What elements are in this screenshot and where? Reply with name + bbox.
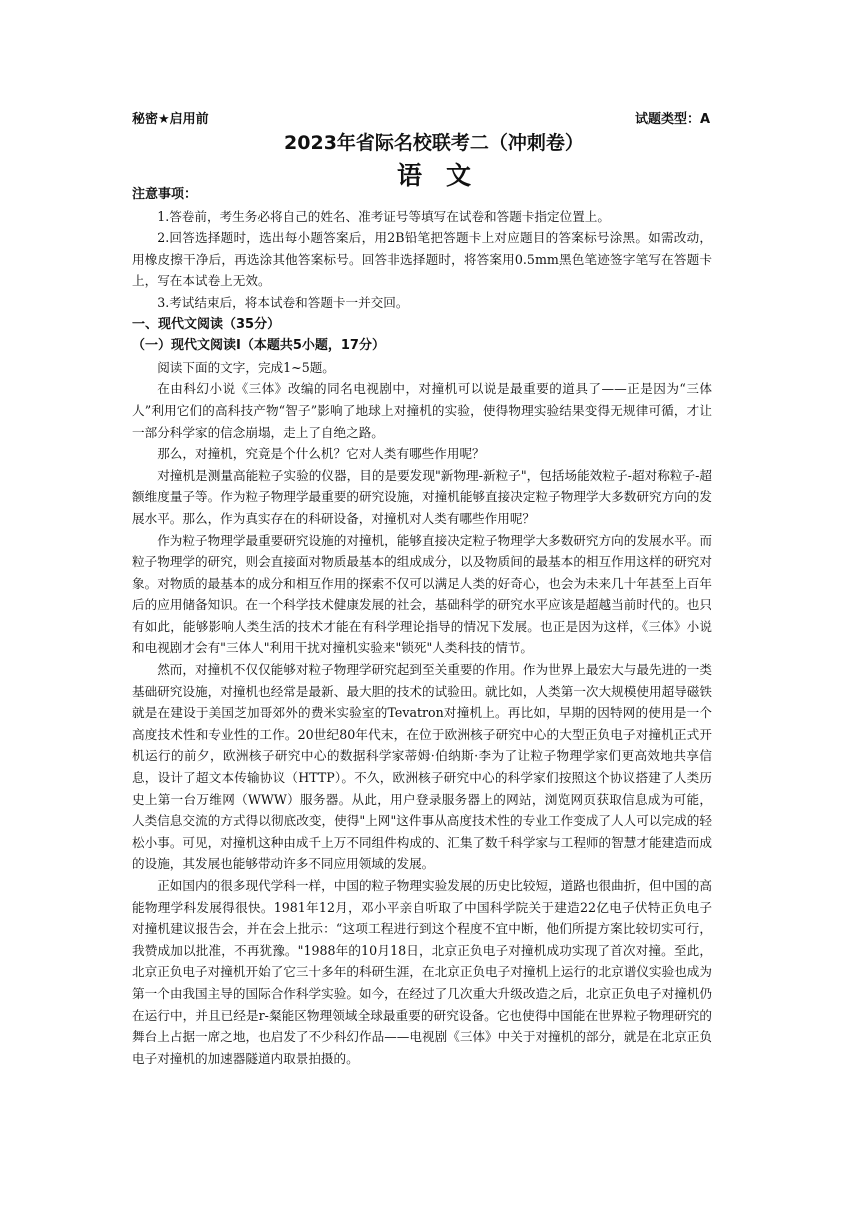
notice-item: 2.回答选择题时，选出每小题答案后，用2B铅笔把答题卡上对应题目的答案标号涂黑。如需改动，用橡皮擦干净后，再选涂其他答案标号。回答非选择题时，将答案用0.5mm黑色笔迹签字笔写在答题卡上，写在本试卷上无效。 [132, 230, 712, 289]
subject-title: 语文 [396, 161, 495, 190]
paper-type-label: 试题类型：A [634, 112, 710, 127]
passage-paragraph: 在由科幻小说《三体》改编的同名电视剧中，对撞机可以说是最重要的道具了——正是因为“三体人”利用它们的高科技产物“智子”影响了地球上对撞机的实验，使得物理实验结果变得无规律可循，才让一部分科学家的信念崩塌，走上了自绝之路。 [132, 381, 712, 440]
passage-paragraph: 然而，对撞机不仅仅能够对粒子物理学研究起到至关重要的作用。作为世界上最宏大与最先进的一类基础研究设施，对撞机也经常是最新、最大胆的技术的试验田。就比如，人类第一次大规模使用超导磁铁就是在建设于美国芝加哥郊外的费米实验室的Tevatron对撞机上。再比如，早期的因特网的使用是一个高度技术性和专业性的工作。20世纪80年代末，在位于欧洲核子研究中心的大型正负电子对撞机正式开机运行的前夕，欧洲核子研究中心的数据科学家蒂姆·伯纳斯·李为了让粒子物理学家们更高效地共享信息，设计了超文本传输协议（HTTP）。不久，欧洲核子研究中心的科学家们按照这个协议搭建了人类历史上第一台万维网（WWW）服务器。从此，用户登录服务器上的网站，浏览网页获取信息成为可能，人类信息交流的方式得以彻底改变，使得"上网"这件事从高度技术性的专业工作变成了人人可以完成的轻松小事。可见，对撞机这种由成千上万不同组件构成的、汇集了数千科学家与工程师的智慧才能建造而成的设施，其发展也能够带动许多不同应用领域的发展。 [132, 662, 712, 872]
exam-body [132, 184, 712, 1069]
notice-item: 3.考试结束后，将本试卷和答题卡一并交回。 [157, 294, 409, 310]
passage-paragraph: 正如国内的很多现代学科一样，中国的粒子物理实验发展的历史比较短，道路也很曲折，但中国的高能物理学科发展得很快。1981年12月，邓小平亲自听取了中国科学院关于建造22亿电子伏特正负电子对撞机建议报告会，并在会上批示：“这项工程进行到这个程度不宜中断，他们所提方案比较切实可行，我赞成加以批准，不再犹豫。"1988年的10月18日，北京正负电子对撞机成功实现了首次对撞。至此，北京正负电子对撞机开始了它三十多年的科研生涯，在北京正负电子对撞机上运行的北京谱仪实验也成为第一个由我国主导的国际合作科学实验。如今，在经过了几次重大升级改造之后，北京正负电子对撞机仍在运行中，并且已经是r-粲能区物理领域全球最重要的研究设备。它也使得中国能在世界粒子物理研究的舞台上占据一席之地，也启发了不少科幻作品——电视剧《三体》中关于对撞机的部分，就是在北京正负电子对撞机的加速器隧道内取景拍摄的。 [132, 878, 712, 1066]
header-line [132, 108, 710, 126]
notice-item: 1.答卷前，考生务必将自己的姓名、准考证号等填写在试卷和答题卡指定位置上。 [157, 208, 610, 224]
passage-paragraph: 作为粒子物理学最重要研究设施的对撞机，能够直接决定粒子物理学大多数研究方向的发展水平。而粒子物理学的研究，则会直接面对物质最基本的组成成分，以及物质间的最基本的相互作用这样的研究对象。对物质的最基本的成分和相互作用的探索不仅可以满足人类的好奇心，也会为未来几十年甚至上百年后的应用储备知识。在一个科学技术健康发展的社会，基础科学的研究水平应该是超越当前时代的。也只有如此，能够影响人类生活的技术才能在有科学理论指导的情况下发展。也正是因为这样，《三体》小说和电视剧才会有"三体人"利用干扰对撞机实验来"锁死"人类科技的情节。 [132, 532, 712, 656]
exam-title: 2023年省际名校联考二（冲刺卷） [284, 132, 584, 154]
passage-paragraph: 那么，对撞机，究竟是个什么机？它对人类有哪些作用呢？ [157, 446, 485, 462]
notice-heading: 注意事项： [132, 187, 198, 202]
secret-label: 秘密★启用前 [132, 112, 209, 127]
passage-paragraph: 对撞机是测量高能粒子实验的仪器，目的是要发现"新物理-新粒子"，包括场能效粒子-超对称粒子-超额维度量子等。作为粒子物理学最重要的研究设施，对撞机能够直接决定粒子物理学大多数研究方向的发展水平。那么，作为真实存在的科研设备，对撞机对人类有哪些作用呢？ [132, 467, 712, 526]
section-heading: 一、现代文阅读（35分） [132, 316, 281, 332]
subsection-heading: （一）现代文阅读Ⅰ（本题共5小题，17分） [132, 338, 385, 354]
reading-instruction: 阅读下面的文字，完成1~5题。 [157, 359, 335, 375]
